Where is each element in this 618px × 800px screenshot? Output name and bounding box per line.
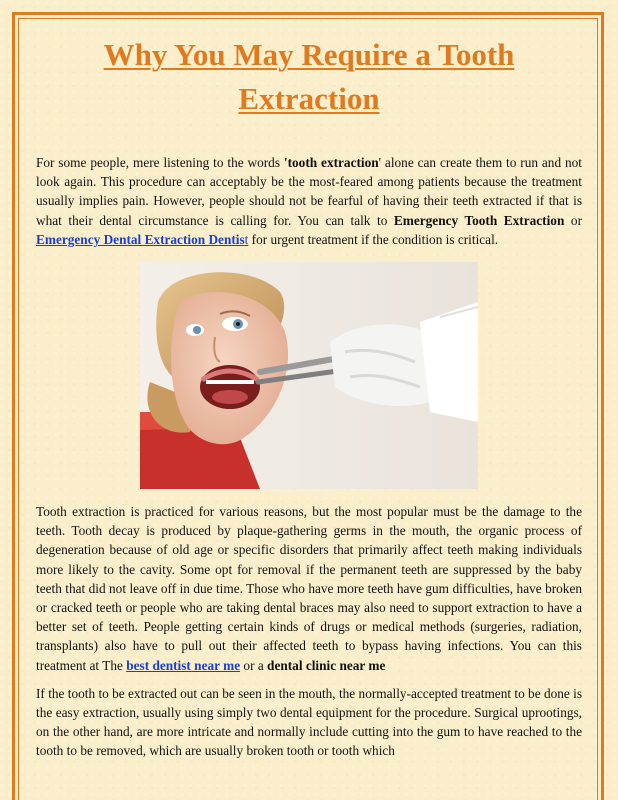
intro-text-1: For some people, mere listening to the words xyxy=(36,155,284,170)
intro-text-3: or xyxy=(564,212,582,228)
reasons-bold-dental-clinic: dental clinic near me xyxy=(267,657,386,673)
paragraph-intro xyxy=(36,153,582,249)
link-text-tail: t xyxy=(244,231,249,247)
intro-text-2: ' alone can create them to run and not look again. This procedure can acceptably be the most-feared among patients because the treatment usually implies pain. However, people should not be fearful of having their teeth extracted if that is what their dental circumstance is calling for. You can talk to xyxy=(36,155,582,228)
intro-text-4: for urgent treatment if the condition is critical. xyxy=(248,231,499,247)
paragraph-reasons xyxy=(36,502,582,675)
emergency-dental-extraction-dentist-link[interactable] xyxy=(36,232,248,247)
intro-bold-tooth-extraction: 'tooth extraction xyxy=(283,155,379,170)
reasons-text-1: Tooth extraction is practiced for various reasons, but the most popular must be the damage to the teeth. Tooth decay is produced by plaque-gathering germs in the mouth, the organic process of degeneration because of old age or specific disorders that primarily affect teeth making individuals more likely to the cavity. Some opt for removal if the permanent teeth are suppressed by the baby teeth that did not leave off in due time. Those who have more teeth have gum difficulties, have broken or cracked teeth or people who are taking dental braces may also need to support extraction to have a better set of teeth. People getting certain kinds of drugs or medical methods (surgeries, radiation, transplants) also have to pull out their affected teeth to bypass having infections. You can this treatment at The xyxy=(36,504,582,673)
intro-bold-emergency-tooth-extraction: Emergency Tooth Extraction xyxy=(393,212,565,228)
reasons-text-2: or a xyxy=(240,657,268,673)
document-body xyxy=(36,153,582,761)
paragraph-procedure: If the tooth to be extracted out can be seen in the mouth, the normally-accepted treatment to be done is the easy extraction, usually using simply two dental equipment for the procedure. Surgical uprootings, on the other hand, are more intricate and normally include cutting into the gum to have reached to the tooth to be removed, which are usually broken tooth or tooth which xyxy=(36,685,582,759)
link-text-main: Emergency Dental Extraction Dentis xyxy=(36,231,245,247)
dental-extraction-photo xyxy=(140,262,478,489)
best-dentist-near-me-link[interactable]: best dentist near me xyxy=(126,657,241,673)
document-title: Why You May Require a Tooth Extraction xyxy=(103,37,515,116)
